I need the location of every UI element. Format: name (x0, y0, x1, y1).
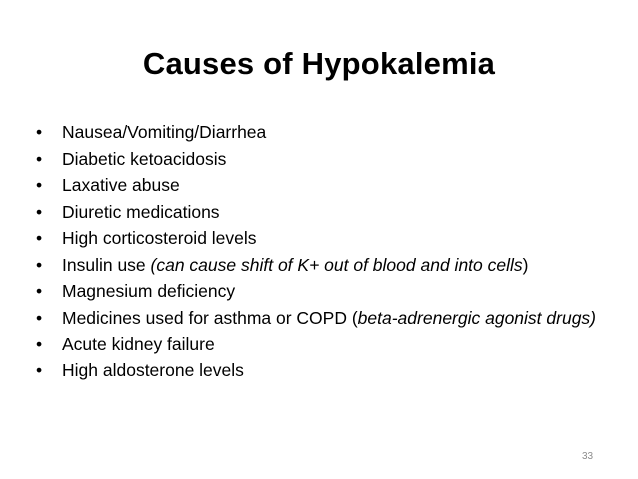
list-item (36, 331, 596, 358)
bullet-icon: • (36, 122, 43, 142)
list-item (36, 252, 596, 279)
bullet-icon: • (36, 360, 43, 380)
list-item-italic-note: beta-adrenergic agonist drugs) (357, 307, 597, 328)
list-item (36, 146, 596, 173)
list-item (36, 305, 596, 331)
bullet-icon: • (36, 148, 43, 169)
list-item-text: Diuretic medications (62, 201, 220, 222)
list-item (36, 199, 596, 226)
list-item-italic-note: (can cause shift of K+ out of blood and into cells (150, 254, 523, 275)
list-item (36, 119, 596, 146)
list-item (36, 172, 596, 199)
bullet-icon: • (36, 307, 43, 328)
bullet-icon: • (36, 201, 43, 222)
bullet-icon: • (36, 254, 43, 275)
list-item-text: Nausea/Vomiting/Diarrhea (62, 122, 267, 142)
page-number: 33 (582, 451, 594, 462)
bullet-icon: • (36, 175, 43, 195)
list-item-text: Diabetic ketoacidosis (62, 148, 227, 169)
list-item (36, 225, 596, 252)
bullet-icon: • (36, 281, 43, 301)
bullet-list (36, 119, 596, 384)
list-item-text: Insulin use (62, 254, 151, 275)
bullet-icon: • (36, 333, 43, 354)
list-item (36, 357, 596, 384)
list-item-text: High aldosterone levels (62, 360, 244, 380)
list-item-text: Acute kidney failure (62, 333, 215, 354)
list-item-text: Laxative abuse (62, 175, 180, 195)
list-item (36, 278, 596, 305)
list-item-text: High corticosteroid levels (62, 228, 257, 248)
list-item-text: Magnesium deficiency (62, 281, 236, 301)
bullet-icon: • (36, 228, 43, 248)
list-item-text: Medicines used for asthma or COPD ( (62, 307, 358, 328)
slide-title: Causes of Hypokalemia (142, 46, 496, 81)
list-item-text-end: ) (522, 254, 529, 275)
